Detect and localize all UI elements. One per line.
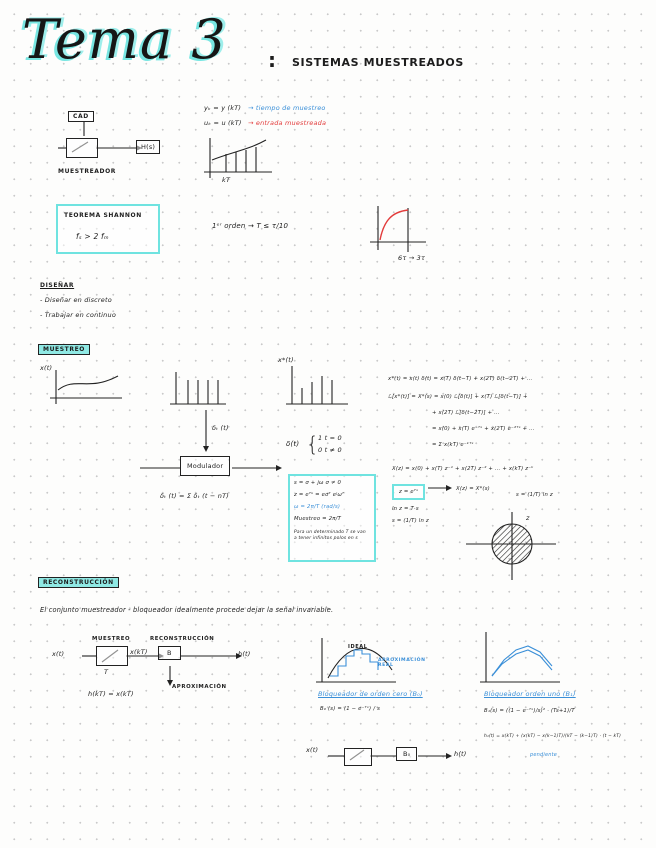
chain-b0-block: B₀ (396, 747, 417, 761)
zoh-real: APROXIMACIÓN REAL (378, 658, 426, 668)
modulator-block: Modulador (180, 456, 230, 476)
design-item-1: - Diseñar en discreto (40, 296, 112, 304)
page-title: Tema 3 (22, 8, 227, 71)
sampling-xstar: x*(t) (278, 356, 294, 364)
delta-head: δ(t) (286, 440, 300, 448)
zoh-caption: Bloqueador de orden cero (B₀) (318, 690, 423, 698)
sampler-switch-block (66, 138, 98, 158)
circle-label: z (526, 514, 530, 522)
xz-eq: X(z) = x(0) + x(T) z⁻¹ + x(2T) z⁻² + … + x(kT) z⁻ᵏ (392, 466, 534, 472)
ln-rel-2: s = (1/T) ln z (392, 518, 429, 524)
sampler-label: MUESTREADOR (58, 168, 117, 175)
eq-yk-note: → tiempo de muestreo (248, 104, 326, 112)
teal-line-5: Para un determinado T se van a tener infinitos polos en s (294, 530, 366, 541)
delta-train-eq: δₜ (t) = Σ δₜ (t − nT) (160, 492, 229, 500)
xz-relation: X(z) = X*(s) (456, 486, 490, 492)
chain-xt: x(t) (306, 746, 319, 754)
delta-train-label: δₜ (t) (212, 424, 229, 432)
rec-ht: h(t) (238, 650, 251, 658)
delta-brace: { (306, 432, 319, 456)
ln-rel-1: ln z = T·s (392, 506, 419, 512)
rec-sampler-block (96, 646, 128, 666)
rec-xkt: x(kT) (130, 648, 148, 656)
zoh-eq: B₀ (s) = (1 − e⁻ᵀˢ) / s (320, 706, 381, 712)
rec-muestreo: MUESTREO (92, 636, 131, 642)
sampling-xt: x(t) (40, 364, 53, 372)
chain-sampler-block (344, 748, 372, 766)
s-relation: s = (1/T) ln z (516, 492, 553, 498)
reconstruction-sentence: El conjunto muestreador - bloqueador idealmente procede dejar la señal invariable. (40, 606, 334, 614)
z-plane-box (288, 474, 376, 562)
teal-line-2: z = eᵀˢ = eσᵀ eʲωᵀ (294, 492, 345, 498)
sampling-eq-4: = x(0) + x(T) e⁻ᵀˢ + x(2T) e⁻²ᵀˢ + … (432, 426, 535, 432)
sampling-eq-1: x*(t) = x(t) δ(t) = x(T) δ(t−T) + x(2T) δ(t−2T) + … (388, 376, 533, 382)
eq-yk: yₖ = y (kT) (204, 104, 242, 112)
design-heading: DISEÑAR (40, 282, 75, 289)
sampling-eq-3: + x(2T) ℒ[δ(t−2T)] + … (432, 410, 500, 416)
rec-aproximacion: APROXIMACIÓN (172, 684, 227, 690)
rec-h-eq: h(kT) = x(kT) (88, 690, 134, 698)
foh-eq-1: B₁(s) = ((1 − e⁻ᵀˢ)/s)² · (Ts+1)/T (484, 708, 575, 714)
zoh-ideal: IDEAL (348, 644, 368, 650)
z-def-box: z = eᵀˢ (392, 484, 425, 500)
rec-block-b: B (158, 646, 181, 660)
step-axis-label: 6τ → 3τ (398, 254, 426, 262)
shannon-formula: fₛ > 2 fₘ (76, 232, 109, 241)
delta-def-2: 0 t ≠ 0 (318, 446, 342, 454)
teal-line-1: s = σ + jω σ ≠ 0 (294, 480, 342, 486)
rec-reconstruccion: RECONSTRUCCIÓN (150, 636, 215, 642)
sampling-eq-5: = Σ x(kT) e⁻ᵏᵀˢ (432, 442, 474, 448)
design-item-2: - Trabajar en continuo (40, 311, 116, 319)
delta-def-1: 1 t = 0 (318, 434, 342, 442)
foh-note: pendiente (530, 752, 558, 758)
h-block: H(s) (136, 140, 160, 154)
shannon-title: TEOREMA SHANNON (64, 212, 142, 219)
teal-line-4: Muestreo = 2π/T (294, 516, 342, 522)
graph-tick-kt: kT (222, 176, 231, 184)
eq-uk-note: → entrada muestreada (248, 119, 327, 127)
chain-ht: h(t) (454, 750, 467, 758)
sampling-eq-2: ℒ[x*(t)] = X*(s) = x(0) ℒ[δ(t)] + x(T) ℒ[δ(t−T)] + (388, 394, 528, 400)
teal-line-3: ω = 2π/T (rad/s) (294, 504, 341, 510)
reconstruction-heading: RECONSTRUCCIÓN (38, 577, 119, 588)
rec-xt: x(t) (52, 650, 65, 658)
first-order-rule: 1ᵉʳ orden → T ≤ τ/10 (212, 222, 289, 230)
sampling-heading: MUESTREO (38, 344, 90, 355)
title-colon: : (268, 48, 276, 72)
foh-eq-2: h₁(t) = x(kT) + (x(kT) − x(k−1)T)/(kT − (k−1)T) · (t − kT) (484, 734, 622, 739)
cad-label: CAD (68, 111, 94, 122)
rec-period: T (104, 668, 109, 676)
shannon-box (56, 204, 160, 254)
eq-uk: uₖ = u (kT) (204, 119, 242, 127)
page-subtitle: SISTEMAS MUESTREADOS (292, 56, 464, 69)
foh-caption: Bloqueador orden uno (B₁) (484, 690, 576, 698)
